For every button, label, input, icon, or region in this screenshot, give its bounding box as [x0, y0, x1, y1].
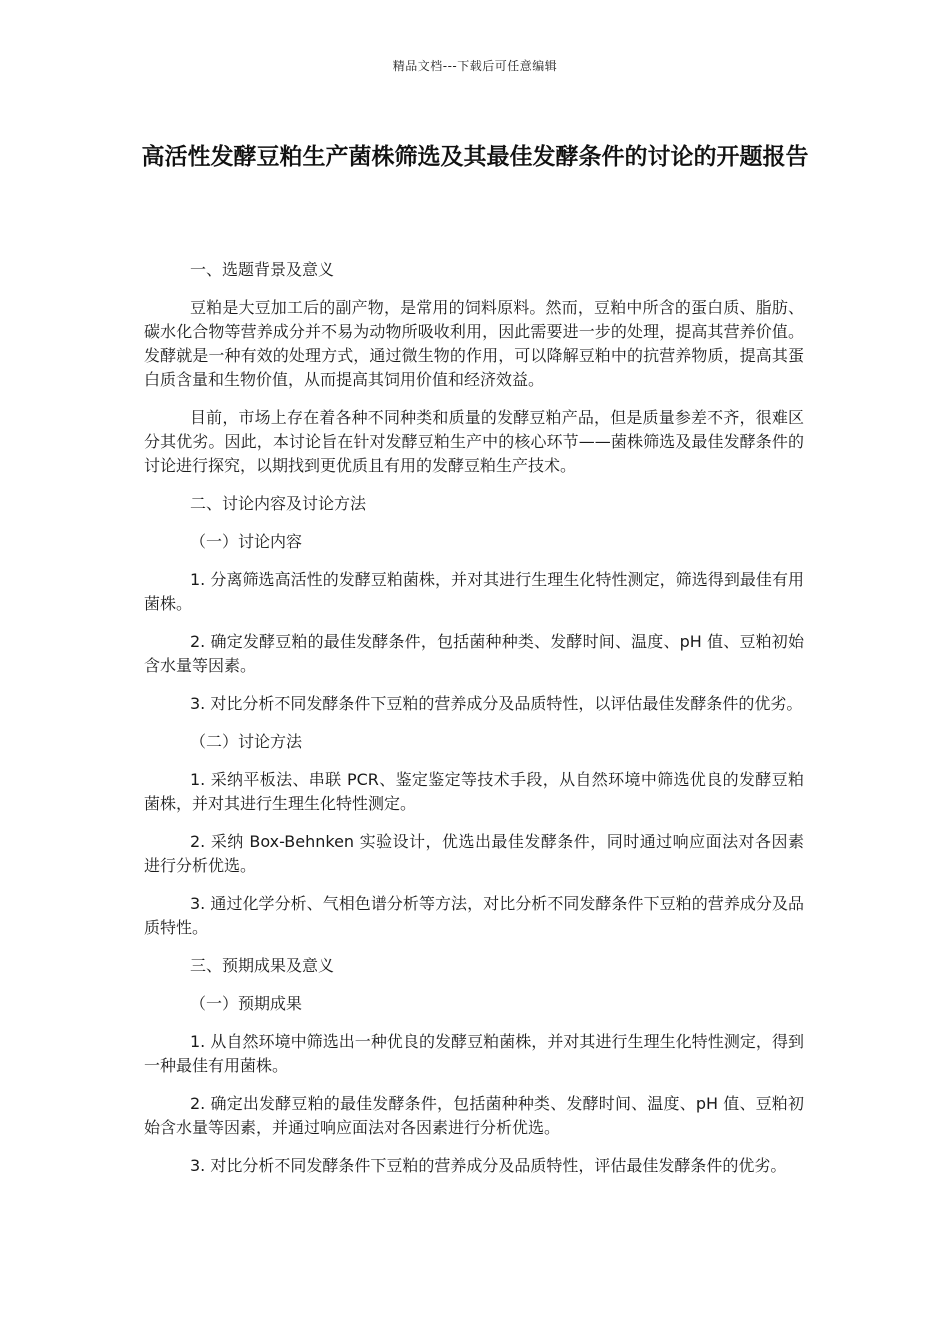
paragraph: 目前，市场上存在着各种不同种类和质量的发酵豆粕产品，但是质量参差不齐，很难区分其优劣。因此，本讨论旨在针对发酵豆粕生产中的核心环节——菌株筛选及最佳发酵条件的讨论进行探究，以期找到更优质且有用的发酵豆粕生产技术。	[144, 408, 804, 475]
list-item: 2. 采纳 Box-Behnken 实验设计，优选出最佳发酵条件，同时通过响应面法对各因素进行分析优选。	[144, 832, 804, 875]
list-item: 3. 对比分析不同发酵条件下豆粕的营养成分及品质特性，评估最佳发酵条件的优劣。	[190, 1156, 787, 1175]
list-item: 3. 对比分析不同发酵条件下豆粕的营养成分及品质特性，以评估最佳发酵条件的优劣。	[190, 694, 803, 713]
header-note: 精品文档---下载后可任意编辑	[392, 59, 558, 73]
section-heading-content-methods: 二、讨论内容及讨论方法	[190, 494, 367, 513]
list-item: 1. 从自然环境中筛选出一种优良的发酵豆粕菌株，并对其进行生理生化特性测定，得到一种最佳有用菌株。	[144, 1032, 804, 1075]
subsection-heading-content: （一）讨论内容	[190, 532, 303, 551]
section-heading-expected-results: 三、预期成果及意义	[190, 956, 335, 975]
paragraph: 豆粕是大豆加工后的副产物，是常用的饲料原料。然而，豆粕中所含的蛋白质、脂肪、碳水化合物等营养成分并不易为动物所吸收利用，因此需要进一步的处理，提高其营养价值。发酵就是一种有效的处理方式，通过微生物的作用，可以降解豆粕中的抗营养物质，提高其蛋白质含量和生物价值，从而提高其饲用价值和经济效益。	[144, 298, 804, 389]
list-item: 1. 采纳平板法、串联 PCR、鉴定鉴定等技术手段，从自然环境中筛选优良的发酵豆粕菌株，并对其进行生理生化特性测定。	[144, 770, 804, 813]
list-item: 2. 确定出发酵豆粕的最佳发酵条件，包括菌种种类、发酵时间、温度、pH 值、豆粕初始含水量等因素，并通过响应面法对各因素进行分析优选。	[144, 1094, 804, 1137]
subsection-heading-results: （一）预期成果	[190, 994, 303, 1013]
document-title: 高活性发酵豆粕生产菌株筛选及其最佳发酵条件的讨论的开题报告	[141, 144, 809, 170]
subsection-heading-methods: （二）讨论方法	[190, 732, 303, 751]
list-item: 3. 通过化学分析、气相色谱分析等方法，对比分析不同发酵条件下豆粕的营养成分及品质特性。	[144, 894, 804, 937]
list-item: 2. 确定发酵豆粕的最佳发酵条件，包括菌种种类、发酵时间、温度、pH 值、豆粕初始含水量等因素。	[144, 632, 804, 675]
section-heading-background: 一、选题背景及意义	[190, 260, 335, 279]
document-body	[144, 258, 804, 1192]
list-item: 1. 分离筛选高活性的发酵豆粕菌株，并对其进行生理生化特性测定，筛选得到最佳有用菌株。	[144, 570, 804, 613]
